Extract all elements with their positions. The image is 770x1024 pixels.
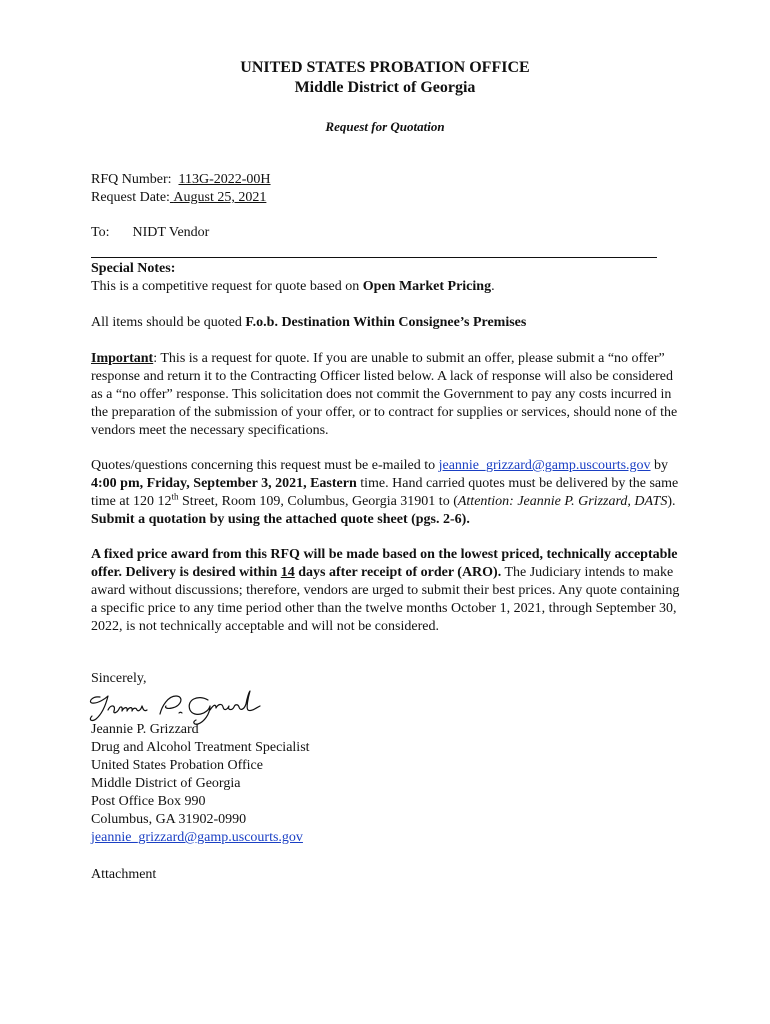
signature-block — [91, 721, 310, 847]
recipient-label: To: — [91, 225, 110, 240]
signer-email-link[interactable]: jeannie_grizzard@gamp.uscourts.gov — [91, 830, 303, 845]
divider — [91, 257, 657, 258]
rfq-number-value: 113G-2022-00H — [178, 172, 271, 187]
office-name: UNITED STATES PROBATION OFFICE — [240, 59, 530, 76]
delivery-days: 14 — [280, 565, 295, 580]
request-date-label: Request Date: — [91, 190, 170, 205]
document-title: Request for Quotation — [325, 119, 445, 134]
signer-office: United States Probation Office — [91, 758, 263, 773]
special-notes-heading: Special Notes: — [91, 261, 176, 276]
recipient-row — [91, 224, 209, 242]
rfq-number-label: RFQ Number: — [91, 172, 172, 187]
important-text: : This is a request for quote. If you are unable to submit an offer, please submit a “no offer” response and return it to the Contracting Officer listed below. A lack of response will also be considered as a “no offer” response. This solicitation does not commit the Government to pay any costs incurred in the preparation of the submission of your offer, or to contract for supplies or services, should none of the vendors meet the necessary specifications. — [91, 351, 678, 438]
contact-email-link[interactable]: jeannie_grizzard@gamp.uscourts.gov — [438, 458, 651, 473]
recipient-value: NIDT Vendor — [132, 225, 210, 240]
district-name: Middle District of Georgia — [294, 79, 476, 96]
signer-title: Drug and Alcohol Treatment Specialist — [91, 740, 310, 755]
important-paragraph — [91, 350, 681, 440]
deadline: 4:00 pm, Friday, September 3, 2021, Eastern — [91, 476, 357, 491]
signer-city: Columbus, GA 31902-0990 — [91, 812, 247, 827]
award-paragraph: A fixed price award from this RFQ will be made based on the lowest priced, technically acceptable offer. Delivery is desired within 14 days after receipt of order (ARO). The Judiciary intends to make award without discussions; therefore, vendors are urged to submit their best prices. Any quote containing a specific price to any time period other than the twelve months October 1, 2021, through September 30, 2022, is not technically acceptable and will not be considered. — [91, 547, 680, 634]
rfq-number-row — [91, 171, 271, 189]
fob-paragraph: All items should be quoted F.o.b. Destination Within Consignee’s Premises — [91, 315, 527, 330]
salutation: Sincerely, — [91, 671, 147, 686]
signer-name: Jeannie P. Grizzard — [91, 722, 199, 737]
letterhead — [0, 58, 770, 98]
important-label: Important — [91, 351, 154, 366]
signer-po-box: Post Office Box 990 — [91, 794, 206, 809]
attachment-note: Attachment — [91, 867, 157, 882]
signer-district: Middle District of Georgia — [91, 776, 241, 791]
submit-instruction: Submit a quotation by using the attached quote sheet (pgs. 2-6). — [91, 512, 470, 527]
request-date-row — [91, 189, 266, 207]
special-notes — [91, 260, 681, 296]
special-notes-text: This is a competitive request for quote based on Open Market Pricing. — [91, 279, 495, 294]
request-date-value: August 25, 2021 — [173, 190, 267, 205]
quotes-paragraph: Quotes/questions concerning this request must be e-mailed to jeannie_grizzard@gamp.uscourts.gov by 4:00 pm, Friday, September 3, 2021, Eastern time. Hand carried quotes must be delivered by the same time at 120 12th Street, Room 109, Columbus, Georgia 31901 to (Attention: Jeannie P. Grizzard, DATS). Submit a quotation by using the attached quote sheet (pgs. 2-6). — [91, 458, 679, 527]
